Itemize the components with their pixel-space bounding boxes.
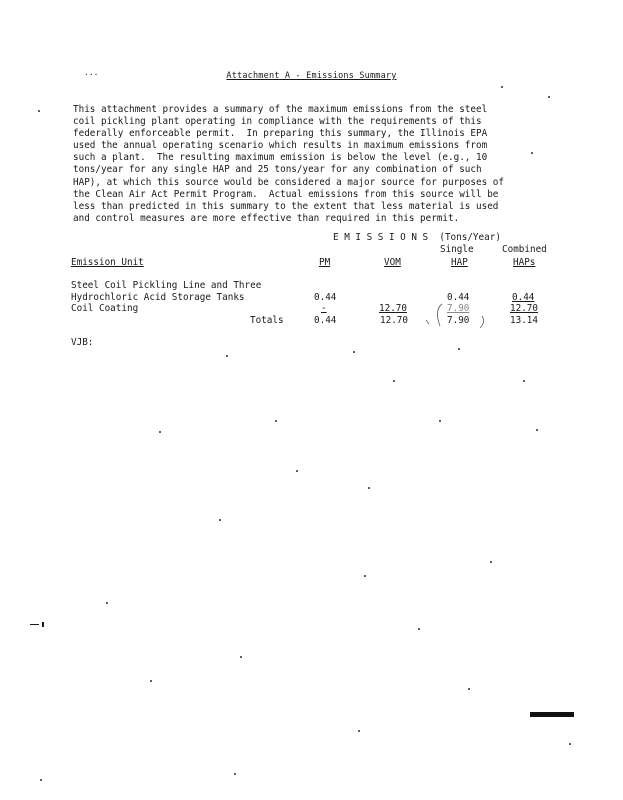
paragraph-line: tons/year for any single HAP and 25 tons/year for any combination of such [73, 164, 482, 176]
pm-total: 0.44 [314, 315, 337, 326]
handwritten-bracket-mark [420, 298, 500, 332]
single-hap-value: 7.90 [447, 303, 470, 314]
paragraph-line: This attachment provides a summary of the maximum emissions from the steel [73, 104, 488, 115]
paragraph-line: such a plant. The resulting maximum emission is below the level (e.g., 10 [73, 152, 488, 164]
paragraph-line: used the annual operating scenario which results in maximum emissions from [73, 140, 488, 152]
scan-speck [458, 348, 460, 350]
scan-speck [569, 743, 571, 745]
initials: VJB: [71, 337, 94, 348]
scan-speck [439, 420, 441, 422]
scan-smudge [42, 622, 44, 627]
emission-unit-name: Steel Coil Pickling Line and Three [71, 280, 262, 291]
scan-speck [219, 519, 221, 521]
paragraph-line: coil pickling plant operating in compliance with the requirements of this [73, 116, 482, 128]
combined-haps-value: 12.70 [510, 303, 538, 314]
emission-unit-header: Emission Unit [71, 257, 144, 268]
redaction-bar [530, 712, 574, 717]
scan-speck [501, 86, 503, 88]
single-hap-header-top: Single [440, 244, 474, 255]
single-hap-header-bottom: HAP [451, 257, 468, 268]
combined-haps-header-top: Combined [502, 244, 547, 255]
scan-speck [468, 688, 470, 690]
scan-speck [159, 431, 161, 433]
emissions-group-header: E M I S S I O N S (Tons/Year) [333, 232, 501, 243]
scan-speck [226, 355, 228, 357]
page-title: Attachment A - Emissions Summary [226, 71, 397, 81]
scan-speck [490, 561, 492, 563]
scan-speck [548, 96, 550, 98]
scan-speck [150, 680, 152, 682]
scan-speck [40, 779, 42, 781]
vom-total: 12.70 [380, 315, 408, 326]
scan-speck [368, 487, 370, 489]
scan-speck [531, 152, 533, 154]
paragraph-line: less than predicted in this summary to the extent that less material is used [73, 200, 499, 212]
paragraph-line: HAP), at which this source would be considered a major source for purposes of [73, 176, 504, 188]
totals-label: Totals [250, 315, 284, 326]
scan-speck [536, 429, 538, 431]
summary-paragraph [73, 104, 553, 225]
scan-speck [358, 730, 360, 732]
scan-speck [296, 470, 298, 472]
scan-speck [240, 656, 242, 658]
pm-value: 0.44 [314, 292, 337, 303]
scan-speck [418, 628, 420, 630]
header-mark: ... [84, 68, 99, 77]
paragraph-line: the Clean Air Act Permit Program. Actual emissions from this source will be [73, 188, 499, 200]
paragraph-line: and control measures are more effective than required in this permit. [73, 212, 460, 224]
pm-value: - [321, 303, 327, 314]
single-hap-total: 7.90 [447, 315, 470, 326]
emission-unit-name-cont: Hydrochloric Acid Storage Tanks [71, 292, 245, 303]
scan-speck [364, 575, 366, 577]
combined-haps-value: 0.44 [512, 292, 535, 303]
scan-speck [523, 380, 525, 382]
vom-header: VOM [384, 257, 401, 268]
vom-value: 12.70 [379, 303, 407, 314]
combined-haps-header-bottom: HAPs [513, 257, 536, 268]
scan-smudge [30, 624, 39, 625]
scan-speck [353, 351, 355, 353]
single-hap-value: 0.44 [447, 292, 470, 303]
emission-unit-name: Coil Coating [71, 303, 139, 314]
combined-haps-total: 13.14 [510, 315, 538, 326]
scan-speck [275, 420, 277, 422]
scan-speck [38, 110, 40, 112]
scan-speck [234, 773, 236, 775]
scan-speck [393, 380, 395, 382]
pm-header: PM [319, 257, 331, 268]
scan-speck [106, 602, 108, 604]
paragraph-line: federally enforceable permit. In preparing this summary, the Illinois EPA [73, 128, 488, 140]
